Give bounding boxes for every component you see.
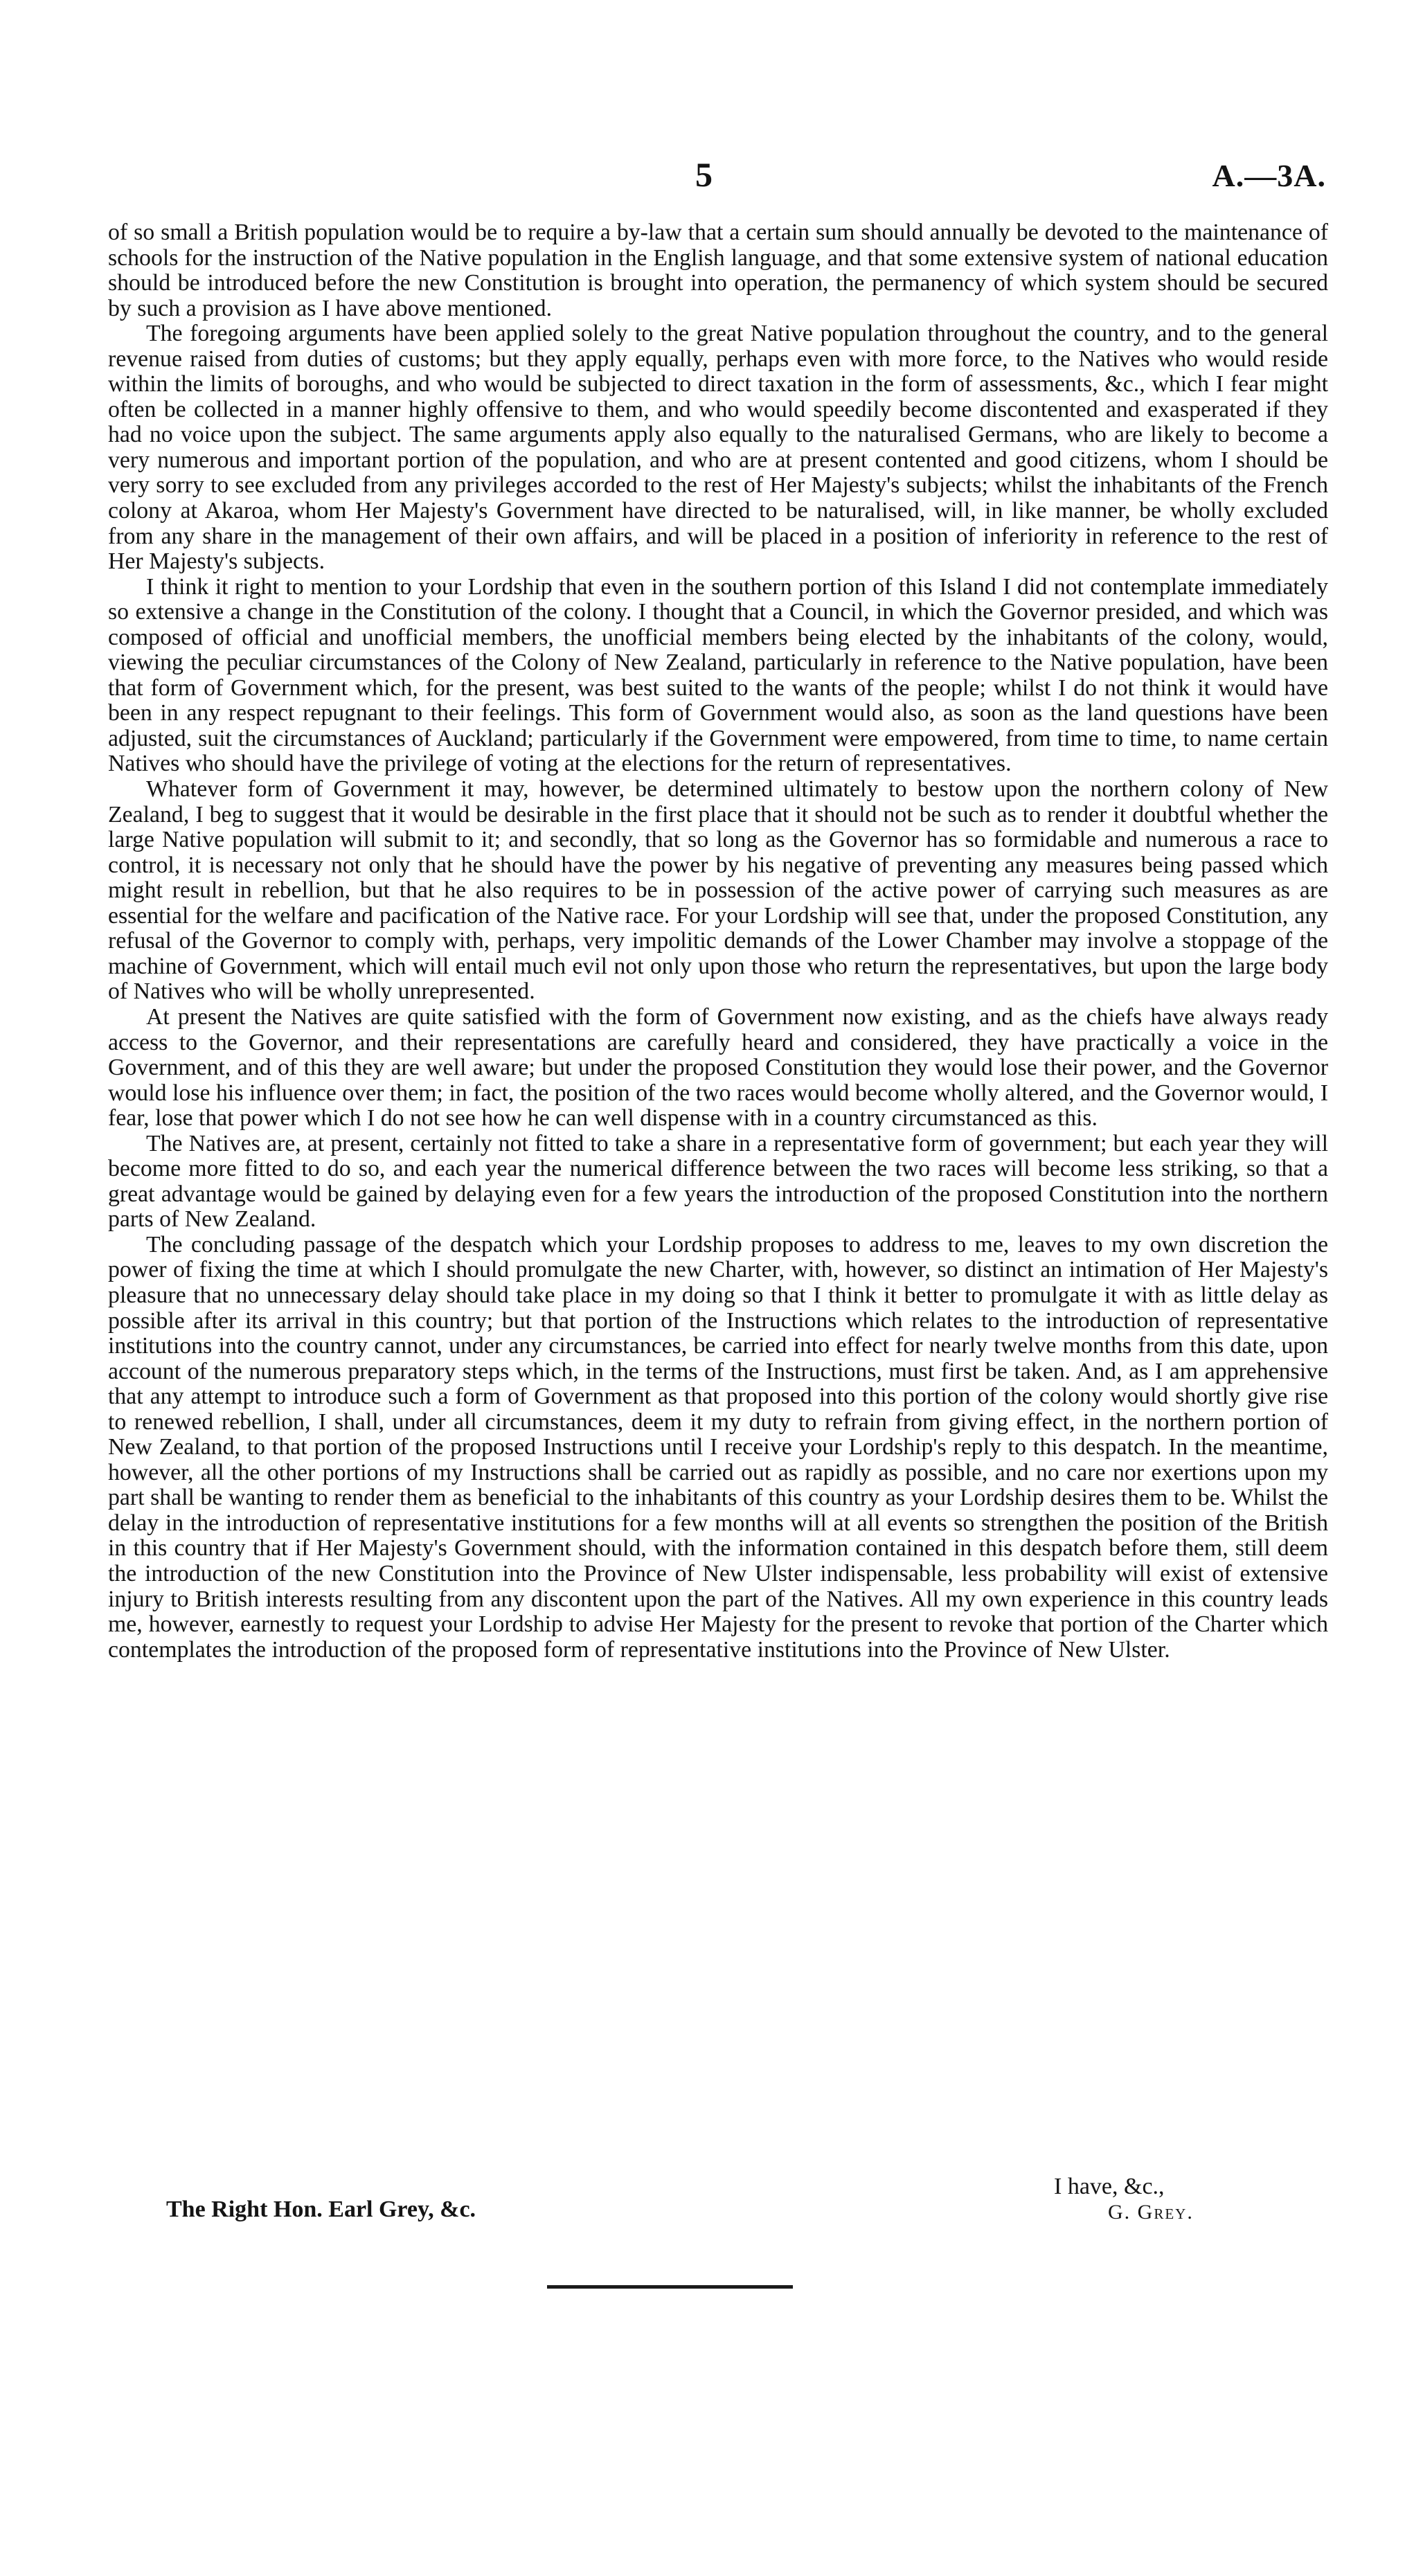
page-number: 5 <box>695 155 713 194</box>
paragraph-natives-not-fitted: The Natives are, at present, certainly not fitted to take a share in a representative form of government; but each year they will become more fitted to do so, and each year the numerical difference between the two races will become less striking, so that a great advantage would be gained by delaying even for a few years the introduction of the proposed Constitution into the northern parts of New Zealand. <box>108 1130 1328 1233</box>
letter-signature <box>1108 2199 1194 2226</box>
signature-surname: Grey. <box>1137 2201 1194 2224</box>
paragraph-concluding-passage: The concluding passage of the despatch which your Lordship proposes to address to me, leaves to my own discretion the power of fixing the time at which I should promulgate the new Charter, with, however, so distinct an intimation of Her Majesty's pleasure that no unnecessary delay should take place in my doing so that I think it better to promulgate it with as little delay as possible after its arrival in this country; but that portion of the Instructions which relates to the introduction of representative institutions into the country cannot, under any circumstances, be carried into effect for nearly twelve months from this date, upon account of the numerous preparatory steps which, in the terms of the Instructions, must first be taken. And, as I am apprehensive that any attempt to introduce such a form of Government as that proposed into this portion of the colony would shortly give rise to renewed rebellion, I shall, under all circumstances, deem it my duty to refrain from giving effect, in the northern portion of New Zealand, to that portion of the proposed Instructions until I receive your Lordship's reply to this despatch. In the meantime, however, all the other portions of my Instructions shall be carried out as rapidly as possible, and no care nor exertions upon my part shall be wanting to render them as beneficial to the inhabitants of this country as your Lordship desires them to be. Whilst the delay in the introduction of representative institutions for a few months will at all events so strengthen the position of the British in this country that if Her Majesty's Government should, with the information contained in this despatch before them, still deem the introduction of the new Constitution into the Province of New Ulster indispensable, less probability will exist of extensive injury to British interests resulting from any discontent upon the part of the Natives. All my own experience in this country leads me, however, earnestly to request your Lordship to advise Her Majesty for the present to revoke that portion of the Charter which contemplates the introduction of the proposed form of representative institutions into the Province of New Ulster. <box>108 1231 1328 1663</box>
letter-addressee: The Right Hon. Earl Grey, &c. <box>166 2197 476 2222</box>
letter-body <box>108 220 1328 1663</box>
paragraph-natives-satisfied: At present the Natives are quite satisfied with the form of Government now existing, and as the chiefs have always ready access to the Governor, and their representations are carefully heard and considered, they have practically a voice in the Government, and of this they are well aware; but under the proposed Constitution they would lose their power, and the Governor would lose his influence over them; in fact, the position of the two races would become wholly altered, and the Governor would, I fear, lose that power which I do not see how he can well dispense with in a country circumstanced as this. <box>108 1003 1328 1132</box>
letter-closing: I have, &c., <box>1054 2174 1165 2199</box>
paragraph-foregoing-arguments: The foregoing arguments have been applied solely to the great Native population throughout the country, and to the general revenue raised from duties of customs; but they apply equally, perhaps even with more force, to the Natives who would reside within the limits of boroughs, and who would be subjected to direct taxation in the form of assessments, &c., which I fear might often be collected in a manner highly offensive to them, and who would speedily become discontented and exasperated if they had no voice upon the subject. The same arguments apply also equally to the naturalised Germans, who are likely to become a very numerous and important portion of the population, and who are at present contented and good citizens, whom I should be very sorry to see excluded from any privileges accorded to the rest of Her Majesty's subjects; whilst the inhabitants of the French colony at Akaroa, whom Her Majesty's Government have directed to be naturalised, will, in like manner, be wholly excluded from any share in the management of their own affairs, and will be placed in a position of inferiority in reference to the rest of Her Majesty's subjects. <box>108 321 1328 575</box>
signature-initial: G. <box>1108 2201 1131 2224</box>
end-divider-rule <box>547 2285 793 2289</box>
paragraph-southern-portion: I think it right to mention to your Lordship that even in the southern portion of this Island I did not contemplate immediately so extensive a change in the Constitution of the colony. I thought that a Council, in which the Governor presided, and which was composed of official and unofficial members, the unofficial members being elected by the inhabitants of the colony, would, viewing the peculiar circumstances of the Colony of New Zealand, particularly in reference to the Native population, have been that form of Government which, for the present, was best suited to the wants of the people; whilst I do not think it would have been in any respect repugnant to their feelings. This form of Government would also, as soon as the land questions have been adjusted, suit the circumstances of Auckland; particularly if the Government were empowered, from time to time, to name certain Natives who should have the privilege of voting at the elections for the return of representatives. <box>108 573 1328 777</box>
paragraph-northern-colony: Whatever form of Government it may, however, be determined ultimately to bestow upon the northern colony of New Zealand, I beg to suggest that it would be desirable in the first place that it should not be such as to render it doubtful whether the large Native population will submit to it; and secondly, that so long as the Governor has so formidable and numerous a race to control, it is necessary not only that he should have the power by his negative of preventing any measures being passed which might result in rebellion, but that he also requires to be in possession of the active power of carrying such measures as are essential for the welfare and pacification of the Native race. For your Lordship will see that, under the proposed Constitution, any refusal of the Governor to comply with, perhaps, very impolitic demands of the Lower Chamber may involve a stoppage of the machine of Government, which will entail much evil not only upon those who return the representatives, but upon the large body of Natives who will be wholly unrepresented. <box>108 776 1328 1005</box>
paragraph-continuation: of so small a British population would be to require a by-law that a certain sum should annually be devoted to the maintenance of schools for the instruction of the Native population in the English language, and that some extensive system of national education should be introduced before the new Constitution is brought into operation, the permanency of which system should be secured by such a provision as I have above mentioned. <box>108 220 1328 321</box>
document-reference: A.—3A. <box>1212 158 1326 193</box>
